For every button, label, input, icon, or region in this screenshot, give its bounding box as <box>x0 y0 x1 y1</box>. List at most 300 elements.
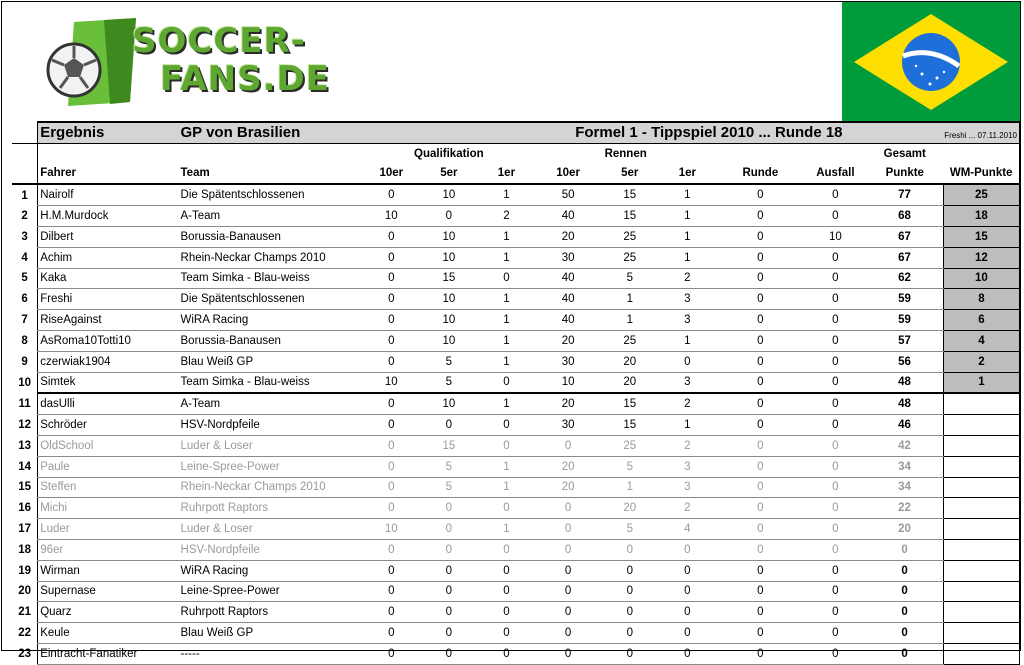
runde-cell: 0 <box>716 310 804 331</box>
q10-cell: 0 <box>363 498 421 519</box>
wm-punkte-cell: 8 <box>943 289 1019 310</box>
rank-cell: 5 <box>21 272 28 285</box>
q10-cell: 0 <box>363 581 421 602</box>
header-row <box>12 164 1020 185</box>
r5-cell: 15 <box>601 206 659 227</box>
runde-cell: 0 <box>716 184 804 205</box>
col-r5: 5er <box>601 164 659 185</box>
r10-cell: 0 <box>535 623 601 644</box>
fahrer-cell: Eintracht-Fanatiker <box>38 643 179 664</box>
ausfall-cell: 0 <box>805 247 867 268</box>
wm-punkte-cell <box>943 623 1019 644</box>
team-cell: Borussia-Banausen <box>179 330 363 351</box>
r5-cell: 20 <box>601 351 659 372</box>
punkte-cell: 0 <box>866 623 943 644</box>
fahrer-cell: Supernase <box>38 581 179 602</box>
r1-cell: 3 <box>659 372 717 393</box>
fahrer-cell: Freshi <box>38 289 179 310</box>
wm-punkte-cell: 15 <box>943 226 1019 247</box>
rank-cell: 3 <box>21 230 28 243</box>
rank-cell: 12 <box>18 419 31 432</box>
wm-punkte-cell <box>943 477 1019 498</box>
table-row <box>12 623 1020 644</box>
fahrer-cell: AsRoma10Totti10 <box>38 330 179 351</box>
table-row <box>12 539 1020 560</box>
runde-cell: 0 <box>716 581 804 602</box>
col-punkte: Punkte <box>866 164 943 185</box>
runde-cell: 0 <box>716 519 804 540</box>
r5-cell: 25 <box>601 330 659 351</box>
wm-punkte-cell: 18 <box>943 206 1019 227</box>
rank-cell: 23 <box>18 647 31 660</box>
ausfall-cell: 0 <box>805 330 867 351</box>
q1-cell: 1 <box>478 184 536 205</box>
table-row <box>12 498 1020 519</box>
q5-cell: 0 <box>420 519 478 540</box>
r10-cell: 20 <box>535 393 601 414</box>
ausfall-cell: 10 <box>805 226 867 247</box>
brazil-flag <box>842 2 1020 122</box>
runde-cell: 0 <box>716 206 804 227</box>
q1-cell: 1 <box>478 393 536 414</box>
q5-cell: 0 <box>420 415 478 436</box>
runde-cell: 0 <box>716 643 804 664</box>
r10-cell: 40 <box>535 289 601 310</box>
wm-punkte-cell: 2 <box>943 351 1019 372</box>
wm-punkte-cell: 6 <box>943 310 1019 331</box>
r5-cell: 5 <box>601 268 659 289</box>
wm-punkte-cell <box>943 415 1019 436</box>
gp-title: GP von Brasilien <box>179 122 363 143</box>
q1-cell: 1 <box>478 310 536 331</box>
r1-cell: 2 <box>659 268 717 289</box>
rank-cell: 11 <box>18 398 31 410</box>
logo-line-2: FANS.DE <box>160 59 330 99</box>
q5-cell: 10 <box>420 289 478 310</box>
ausfall-cell: 0 <box>805 456 867 477</box>
q1-cell: 1 <box>478 477 536 498</box>
rank-cell: 16 <box>18 502 31 515</box>
fahrer-cell: dasUlli <box>38 393 179 414</box>
q5-cell: 0 <box>420 602 478 623</box>
q5-cell: 10 <box>420 184 478 205</box>
fahrer-cell: Wirman <box>38 560 179 581</box>
q5-cell: 0 <box>420 560 478 581</box>
wm-punkte-cell: 10 <box>943 268 1019 289</box>
table-row <box>12 330 1020 351</box>
r1-cell: 1 <box>659 184 717 205</box>
r10-cell: 20 <box>535 226 601 247</box>
punkte-cell: 20 <box>866 519 943 540</box>
team-cell: HSV-Nordpfeile <box>179 415 363 436</box>
q5-cell: 0 <box>420 498 478 519</box>
header-group-row <box>12 143 1020 163</box>
rank-cell: 4 <box>21 251 28 264</box>
fahrer-cell: Simtek <box>38 372 179 393</box>
wm-punkte-cell <box>943 560 1019 581</box>
r10-cell: 50 <box>535 184 601 205</box>
team-cell: Ruhrpott Raptors <box>179 602 363 623</box>
punkte-cell: 0 <box>866 539 943 560</box>
q5-cell: 0 <box>420 581 478 602</box>
punkte-cell: 56 <box>866 351 943 372</box>
rank-cell: 13 <box>18 439 31 452</box>
ausfall-cell: 0 <box>805 372 867 393</box>
ausfall-cell: 0 <box>805 206 867 227</box>
q10-cell: 0 <box>363 247 421 268</box>
r1-cell: 0 <box>659 560 717 581</box>
punkte-cell: 0 <box>866 643 943 664</box>
ausfall-cell: 0 <box>805 519 867 540</box>
title-row <box>12 122 1020 143</box>
r10-cell: 30 <box>535 415 601 436</box>
fahrer-cell: Quarz <box>38 602 179 623</box>
team-cell: Die Spätentschlossenen <box>179 289 363 310</box>
credit-date: Freshi ... 07.11.2010 <box>944 131 1017 141</box>
logo-wordmark <box>132 22 330 98</box>
q5-cell: 10 <box>420 226 478 247</box>
runde-cell: 0 <box>716 602 804 623</box>
table-row <box>12 581 1020 602</box>
r10-cell: 20 <box>535 456 601 477</box>
wm-punkte-cell: 1 <box>943 372 1019 393</box>
fahrer-cell: Schröder <box>38 415 179 436</box>
r5-cell: 0 <box>601 623 659 644</box>
team-cell: Rhein-Neckar Champs 2010 <box>179 247 363 268</box>
table-row <box>12 435 1020 456</box>
r5-cell: 1 <box>601 310 659 331</box>
q10-cell: 0 <box>363 289 421 310</box>
r1-cell: 1 <box>659 415 717 436</box>
punkte-cell: 59 <box>866 289 943 310</box>
r10-cell: 30 <box>535 247 601 268</box>
q5-cell: 0 <box>420 206 478 227</box>
rennen-header: Rennen <box>604 147 647 160</box>
q10-cell: 0 <box>363 226 421 247</box>
q10-cell: 10 <box>363 206 421 227</box>
soccer-fans-logo[interactable] <box>44 18 330 110</box>
r1-cell: 4 <box>659 519 717 540</box>
punkte-cell: 48 <box>866 372 943 393</box>
rank-cell: 8 <box>21 334 28 347</box>
r5-cell: 1 <box>601 289 659 310</box>
gesamt-header: Gesamt <box>883 147 926 160</box>
q10-cell: 0 <box>363 643 421 664</box>
q1-cell: 1 <box>478 289 536 310</box>
q10-cell: 10 <box>363 372 421 393</box>
ergebnis-label: Ergebnis <box>38 122 179 143</box>
q5-cell: 10 <box>420 393 478 414</box>
r10-cell: 30 <box>535 351 601 372</box>
table-row <box>12 643 1020 664</box>
q10-cell: 0 <box>363 539 421 560</box>
r5-cell: 15 <box>601 415 659 436</box>
r1-cell: 0 <box>659 581 717 602</box>
ausfall-cell: 0 <box>805 184 867 205</box>
runde-cell: 0 <box>716 393 804 414</box>
r1-cell: 2 <box>659 393 717 414</box>
team-cell: A-Team <box>179 206 363 227</box>
team-cell: Ruhrpott Raptors <box>179 498 363 519</box>
team-cell: Blau Weiß GP <box>179 351 363 372</box>
wm-punkte-cell <box>943 602 1019 623</box>
r10-cell: 40 <box>535 206 601 227</box>
q5-cell: 0 <box>420 539 478 560</box>
q10-cell: 0 <box>363 330 421 351</box>
col-r10: 10er <box>535 164 601 185</box>
r1-cell: 0 <box>659 539 717 560</box>
runde-cell: 0 <box>716 268 804 289</box>
punkte-cell: 62 <box>866 268 943 289</box>
r1-cell: 2 <box>659 435 717 456</box>
wm-punkte-cell <box>943 539 1019 560</box>
r5-cell: 0 <box>601 560 659 581</box>
r10-cell: 20 <box>535 330 601 351</box>
ausfall-cell: 0 <box>805 310 867 331</box>
wm-punkte-cell: 4 <box>943 330 1019 351</box>
q5-cell: 15 <box>420 268 478 289</box>
ausfall-cell: 0 <box>805 560 867 581</box>
punkte-cell: 46 <box>866 415 943 436</box>
main-title: Formel 1 - Tippspiel 2010 ... Runde 18 <box>535 122 866 143</box>
team-cell: WiRA Racing <box>179 310 363 331</box>
r1-cell: 3 <box>659 456 717 477</box>
r1-cell: 0 <box>659 643 717 664</box>
wm-punkte-cell: 12 <box>943 247 1019 268</box>
q5-cell: 5 <box>420 351 478 372</box>
team-cell: Leine-Spree-Power <box>179 456 363 477</box>
qualifikation-header: Qualifikation <box>414 147 484 160</box>
r5-cell: 25 <box>601 247 659 268</box>
r10-cell: 20 <box>535 477 601 498</box>
fahrer-cell: Luder <box>38 519 179 540</box>
fahrer-cell: czerwiak1904 <box>38 351 179 372</box>
runde-cell: 0 <box>716 415 804 436</box>
r5-cell: 15 <box>601 184 659 205</box>
punkte-cell: 22 <box>866 498 943 519</box>
ausfall-cell: 0 <box>805 539 867 560</box>
ausfall-cell: 0 <box>805 623 867 644</box>
ausfall-cell: 0 <box>805 581 867 602</box>
q5-cell: 5 <box>420 372 478 393</box>
table-row <box>12 393 1020 414</box>
wm-punkte-cell <box>943 498 1019 519</box>
fahrer-cell: RiseAgainst <box>38 310 179 331</box>
rank-cell: 6 <box>21 293 28 306</box>
rank-cell: 15 <box>18 481 31 494</box>
r1-cell: 0 <box>659 351 717 372</box>
col-q5: 5er <box>420 164 478 185</box>
col-fahrer: Fahrer <box>38 164 179 185</box>
r1-cell: 3 <box>659 310 717 331</box>
logo-line-1: SOCCER- <box>132 21 306 61</box>
runde-cell: 0 <box>716 435 804 456</box>
runde-cell: 0 <box>716 372 804 393</box>
results-table <box>12 121 1020 665</box>
ausfall-cell: 0 <box>805 268 867 289</box>
runde-cell: 0 <box>716 226 804 247</box>
team-cell: Leine-Spree-Power <box>179 581 363 602</box>
r1-cell: 1 <box>659 226 717 247</box>
team-cell: Luder & Loser <box>179 435 363 456</box>
r10-cell: 0 <box>535 560 601 581</box>
q1-cell: 0 <box>478 581 536 602</box>
q10-cell: 0 <box>363 456 421 477</box>
brazil-flag-graphic <box>842 2 1020 122</box>
punkte-cell: 0 <box>866 581 943 602</box>
punkte-cell: 0 <box>866 602 943 623</box>
q1-cell: 1 <box>478 519 536 540</box>
q1-cell: 0 <box>478 623 536 644</box>
rank-cell: 22 <box>18 627 31 640</box>
r1-cell: 2 <box>659 498 717 519</box>
r5-cell: 20 <box>601 498 659 519</box>
q5-cell: 5 <box>420 477 478 498</box>
team-cell: Rhein-Neckar Champs 2010 <box>179 477 363 498</box>
q1-cell: 0 <box>478 498 536 519</box>
q10-cell: 0 <box>363 351 421 372</box>
runde-cell: 0 <box>716 330 804 351</box>
q10-cell: 0 <box>363 184 421 205</box>
q1-cell: 0 <box>478 539 536 560</box>
r5-cell: 15 <box>601 393 659 414</box>
runde-cell: 0 <box>716 351 804 372</box>
table-row <box>12 456 1020 477</box>
rank-cell: 9 <box>21 355 28 368</box>
fahrer-cell: Achim <box>38 247 179 268</box>
q10-cell: 0 <box>363 393 421 414</box>
rank-cell: 7 <box>21 314 28 327</box>
ausfall-cell: 0 <box>805 477 867 498</box>
col-q1: 1er <box>478 164 536 185</box>
r10-cell: 0 <box>535 602 601 623</box>
fahrer-cell: Keule <box>38 623 179 644</box>
team-cell: Team Simka - Blau-weiss <box>179 268 363 289</box>
punkte-cell: 0 <box>866 560 943 581</box>
wm-punkte-cell <box>943 581 1019 602</box>
table-row <box>12 206 1020 227</box>
q1-cell: 0 <box>478 560 536 581</box>
q5-cell: 10 <box>420 330 478 351</box>
r5-cell: 5 <box>601 456 659 477</box>
punkte-cell: 42 <box>866 435 943 456</box>
r5-cell: 5 <box>601 519 659 540</box>
runde-cell: 0 <box>716 623 804 644</box>
rank-cell: 2 <box>21 210 28 223</box>
q1-cell: 0 <box>478 372 536 393</box>
table-row <box>12 289 1020 310</box>
q10-cell: 0 <box>363 435 421 456</box>
col-runde: Runde <box>716 164 804 185</box>
q1-cell: 0 <box>478 602 536 623</box>
rank-cell: 18 <box>18 543 31 556</box>
col-wm-punkte: WM-Punkte <box>943 164 1019 185</box>
team-cell: HSV-Nordpfeile <box>179 539 363 560</box>
soccer-ball-icon <box>44 18 140 110</box>
fahrer-cell: 96er <box>38 539 179 560</box>
fahrer-cell: Dilbert <box>38 226 179 247</box>
table-row <box>12 247 1020 268</box>
r5-cell: 25 <box>601 435 659 456</box>
ausfall-cell: 0 <box>805 415 867 436</box>
fahrer-cell: Nairolf <box>38 184 179 205</box>
punkte-cell: 67 <box>866 247 943 268</box>
r1-cell: 3 <box>659 289 717 310</box>
table-row <box>12 268 1020 289</box>
q1-cell: 0 <box>478 415 536 436</box>
rank-cell: 10 <box>18 376 31 389</box>
q5-cell: 5 <box>420 456 478 477</box>
ausfall-cell: 0 <box>805 393 867 414</box>
runde-cell: 0 <box>716 247 804 268</box>
runde-cell: 0 <box>716 560 804 581</box>
rank-cell: 20 <box>18 585 31 598</box>
q1-cell: 1 <box>478 351 536 372</box>
r1-cell: 0 <box>659 623 717 644</box>
q10-cell: 0 <box>363 415 421 436</box>
r10-cell: 10 <box>535 372 601 393</box>
punkte-cell: 67 <box>866 226 943 247</box>
q10-cell: 0 <box>363 602 421 623</box>
r10-cell: 0 <box>535 435 601 456</box>
rank-cell: 21 <box>18 606 31 619</box>
fahrer-cell: Steffen <box>38 477 179 498</box>
r5-cell: 25 <box>601 226 659 247</box>
punkte-cell: 34 <box>866 477 943 498</box>
wm-punkte-cell: 25 <box>943 184 1019 205</box>
r1-cell: 1 <box>659 330 717 351</box>
team-cell: ----- <box>179 643 363 664</box>
r10-cell: 0 <box>535 519 601 540</box>
ausfall-cell: 0 <box>805 351 867 372</box>
team-cell: Borussia-Banausen <box>179 226 363 247</box>
r5-cell: 20 <box>601 372 659 393</box>
ausfall-cell: 0 <box>805 498 867 519</box>
r10-cell: 0 <box>535 498 601 519</box>
r5-cell: 1 <box>601 477 659 498</box>
q10-cell: 0 <box>363 623 421 644</box>
wm-punkte-cell <box>943 456 1019 477</box>
r5-cell: 0 <box>601 643 659 664</box>
r5-cell: 0 <box>601 581 659 602</box>
punkte-cell: 59 <box>866 310 943 331</box>
fahrer-cell: Michi <box>38 498 179 519</box>
table-row <box>12 415 1020 436</box>
runde-cell: 0 <box>716 477 804 498</box>
r1-cell: 0 <box>659 602 717 623</box>
team-cell: Blau Weiß GP <box>179 623 363 644</box>
q1-cell: 0 <box>478 268 536 289</box>
q5-cell: 0 <box>420 623 478 644</box>
wm-punkte-cell <box>943 643 1019 664</box>
q5-cell: 15 <box>420 435 478 456</box>
q10-cell: 0 <box>363 268 421 289</box>
q10-cell: 10 <box>363 519 421 540</box>
r5-cell: 0 <box>601 539 659 560</box>
q10-cell: 0 <box>363 310 421 331</box>
ausfall-cell: 0 <box>805 602 867 623</box>
q5-cell: 0 <box>420 643 478 664</box>
table-row <box>12 372 1020 393</box>
r10-cell: 0 <box>535 643 601 664</box>
q5-cell: 10 <box>420 310 478 331</box>
wm-punkte-cell <box>943 393 1019 414</box>
q1-cell: 0 <box>478 643 536 664</box>
team-cell: Luder & Loser <box>179 519 363 540</box>
q5-cell: 10 <box>420 247 478 268</box>
col-q10: 10er <box>363 164 421 185</box>
r1-cell: 1 <box>659 247 717 268</box>
